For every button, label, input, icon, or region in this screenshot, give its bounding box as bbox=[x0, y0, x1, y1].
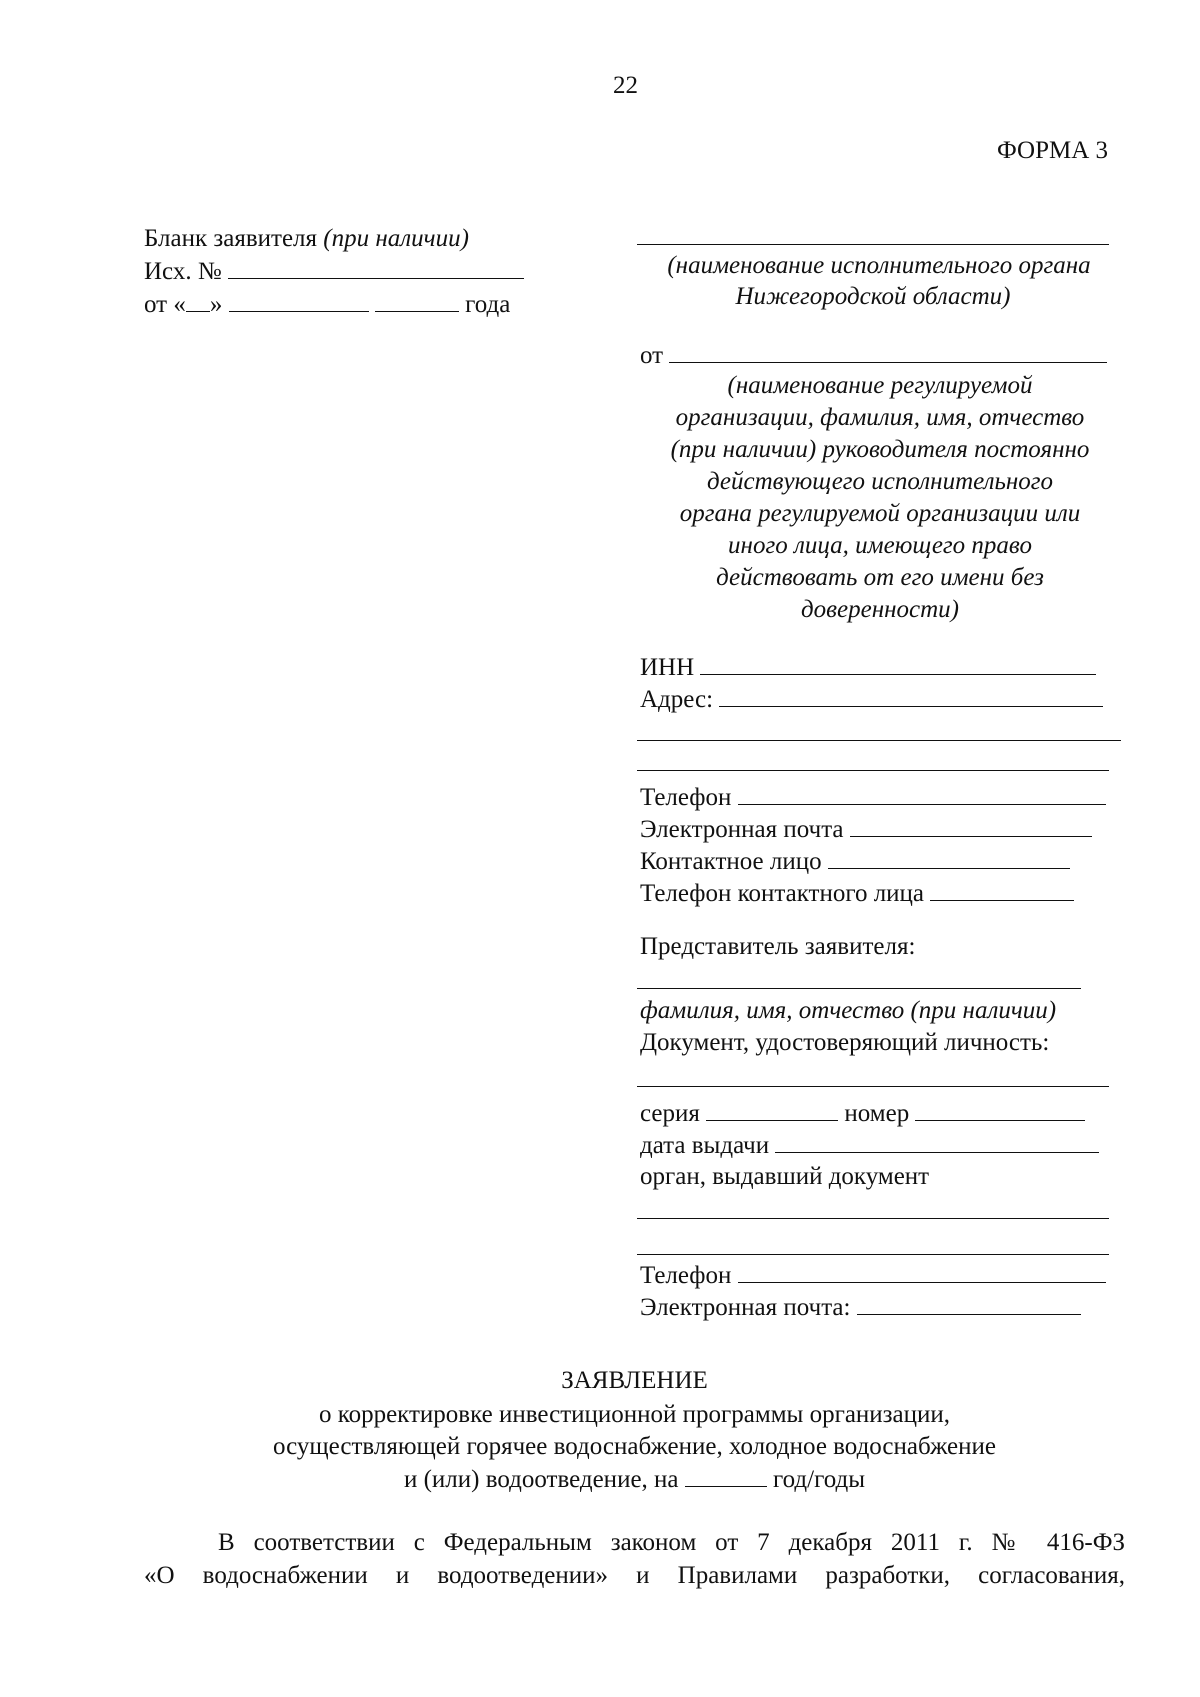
rep-phone-line bbox=[640, 1260, 1106, 1291]
org-caption-2: организации, фамилия, имя, отчество bbox=[675, 404, 1085, 431]
representative-name-field[interactable] bbox=[637, 988, 1081, 989]
date-year-label: года bbox=[465, 291, 511, 318]
date-month-field[interactable] bbox=[229, 289, 369, 312]
contact-phone-field[interactable] bbox=[930, 878, 1074, 901]
inn-field[interactable] bbox=[700, 652, 1096, 675]
applicant-blank-label: Бланк заявителя bbox=[144, 225, 324, 252]
statement-title: ЗАЯВЛЕНИЕ bbox=[561, 1367, 708, 1394]
inn-label: ИНН bbox=[640, 654, 695, 681]
series-number-line bbox=[640, 1098, 1085, 1129]
contact-person-line bbox=[640, 846, 1070, 877]
date-year-field[interactable] bbox=[375, 289, 459, 312]
date-from-label: от « bbox=[144, 291, 186, 318]
org-caption-5: органа регулируемой организации или bbox=[679, 500, 1081, 527]
statement-subtitle-2: осуществляющей горячее водоснабжение, холодное водоснабжение bbox=[273, 1433, 996, 1460]
address-line bbox=[640, 684, 1103, 715]
series-label: серия bbox=[640, 1100, 700, 1127]
series-field[interactable] bbox=[706, 1098, 838, 1121]
issuer-label: орган, выдавший документ bbox=[640, 1163, 930, 1190]
id-document-field[interactable] bbox=[637, 1086, 1109, 1087]
contact-person-field[interactable] bbox=[828, 846, 1070, 869]
org-from-label: от bbox=[640, 342, 664, 369]
number-label: номер bbox=[844, 1100, 910, 1127]
address-field[interactable] bbox=[719, 684, 1103, 707]
issue-date-label: дата выдачи bbox=[640, 1132, 770, 1159]
id-document-label: Документ, удостоверяющий личность: bbox=[640, 1029, 1050, 1056]
phone-field[interactable] bbox=[738, 782, 1106, 805]
address-field-2[interactable] bbox=[637, 740, 1121, 741]
org-caption-4: действующего исполнительного bbox=[706, 468, 1054, 495]
number-field[interactable] bbox=[915, 1098, 1085, 1121]
outgoing-number-line bbox=[144, 256, 524, 287]
statement-period-field[interactable] bbox=[685, 1464, 767, 1487]
authority-name-field[interactable] bbox=[637, 244, 1109, 245]
issuer-field-1[interactable] bbox=[637, 1218, 1109, 1219]
outgoing-date-line bbox=[144, 289, 510, 320]
issue-date-field[interactable] bbox=[775, 1130, 1099, 1153]
phone-line bbox=[640, 782, 1106, 813]
date-day-field[interactable] bbox=[186, 289, 210, 312]
contact-person-label: Контактное лицо bbox=[640, 848, 822, 875]
authority-caption-1: (наименование исполнительного органа bbox=[667, 252, 1091, 279]
statement-subtitle-1: о корректировке инвестиционной программы организации, bbox=[318, 1401, 951, 1428]
date-quote-close: » bbox=[209, 291, 223, 318]
contact-phone-label: Телефон контактного лица bbox=[640, 880, 925, 907]
address-label: Адрес: bbox=[640, 686, 714, 713]
contact-phone-line bbox=[640, 878, 1074, 909]
email-label: Электронная почта bbox=[640, 816, 844, 843]
org-name-field[interactable] bbox=[669, 340, 1107, 363]
email-field[interactable] bbox=[850, 814, 1092, 837]
rep-email-label: Электронная почта: bbox=[640, 1294, 851, 1321]
body-text-line-2: «О водоснабжении и водоотведении» и Правилами разработки, согласования, bbox=[144, 1562, 1125, 1589]
body-text-line-1: В соответствии с Федеральным законом от 7 декабря 2011 г. № 416-ФЗ bbox=[218, 1529, 1125, 1556]
form-label: ФОРМА 3 bbox=[997, 137, 1109, 164]
outgoing-number-label: Исх. № bbox=[144, 258, 222, 285]
issue-date-line bbox=[640, 1130, 1099, 1161]
issuer-field-2[interactable] bbox=[637, 1254, 1109, 1255]
org-caption-3: (при наличии) руководителя постоянно bbox=[670, 436, 1090, 463]
applicant-blank-line bbox=[144, 224, 469, 254]
page-number: 22 bbox=[613, 72, 638, 99]
org-from-line bbox=[640, 340, 1107, 371]
authority-caption-2: Нижегородской области) bbox=[735, 283, 1011, 310]
inn-line bbox=[640, 652, 1096, 683]
representative-name-caption: фамилия, имя, отчество (при наличии) bbox=[640, 997, 1057, 1024]
rep-email-field[interactable] bbox=[857, 1292, 1081, 1315]
org-caption-6: иного лица, имеющего право bbox=[728, 532, 1032, 559]
org-caption-7: действовать от его имени без bbox=[716, 564, 1044, 591]
statement-subtitle-3 bbox=[144, 1464, 1125, 1495]
representative-title: Представитель заявителя: bbox=[640, 933, 916, 960]
statement-period-label: и (или) водоотведение, на bbox=[403, 1466, 679, 1493]
address-field-3[interactable] bbox=[637, 770, 1109, 771]
outgoing-number-field[interactable] bbox=[228, 256, 524, 279]
org-caption-8: доверенности) bbox=[801, 596, 959, 623]
statement-period-unit: год/годы bbox=[773, 1466, 866, 1493]
org-caption-1: (наименование регулируемой bbox=[727, 372, 1033, 399]
email-line bbox=[640, 814, 1092, 845]
rep-phone-field[interactable] bbox=[738, 1260, 1106, 1283]
rep-email-line bbox=[640, 1292, 1081, 1323]
applicant-blank-note: (при наличии) bbox=[323, 225, 469, 252]
phone-label: Телефон bbox=[640, 784, 732, 811]
rep-phone-label: Телефон bbox=[640, 1262, 732, 1289]
